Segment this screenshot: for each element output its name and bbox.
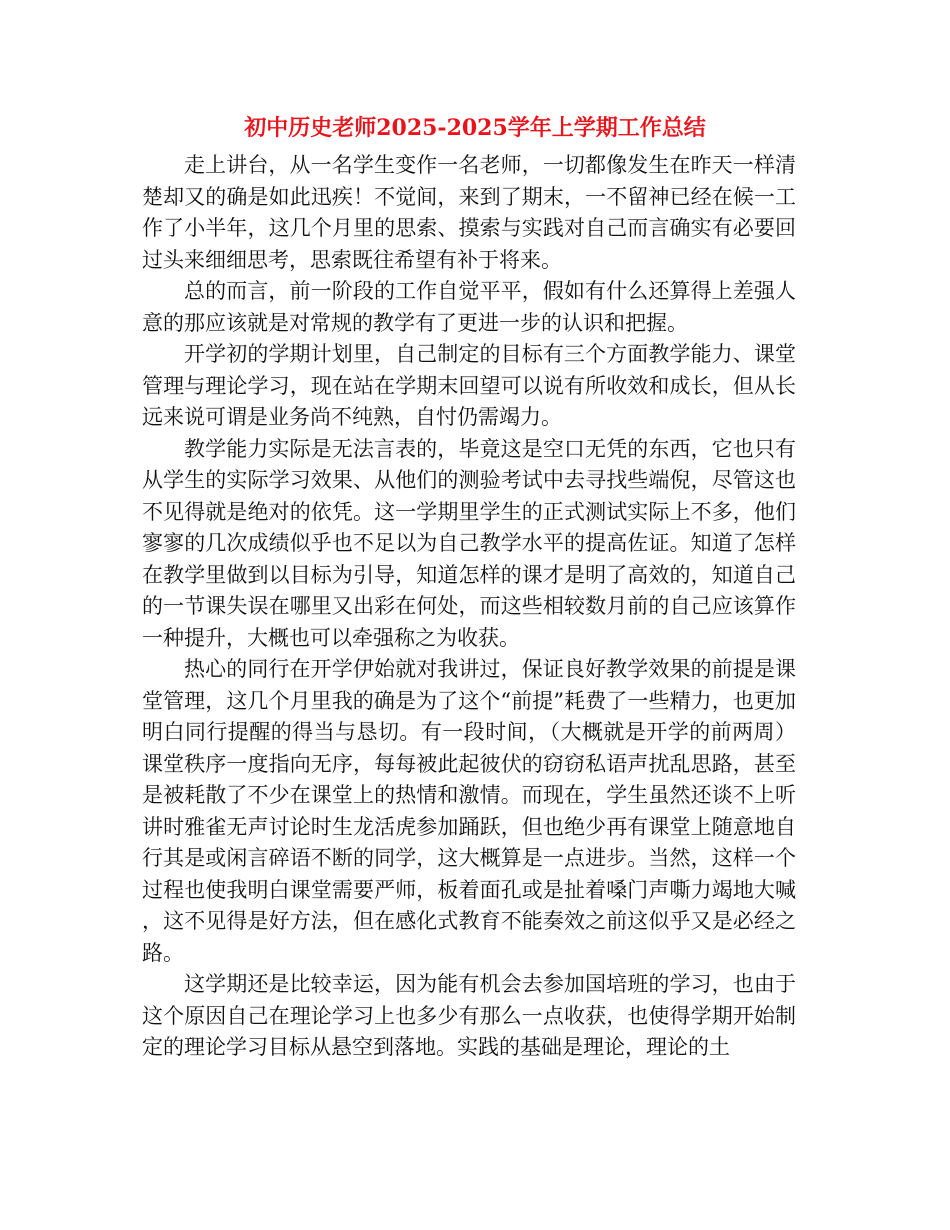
document-title: 初中历史老师2025-2025学年上学期工作总结 — [244, 115, 706, 141]
paragraph-overall: 总的而言，前一阶段的工作自觉平平，假如有什么还算得上差强人意的那应该就是对常规的教学有了更进一步的认识和把握。 — [142, 279, 796, 335]
paragraph-intro: 走上讲台，从一名学生变作一名老师，一切都像发生在昨天一样清楚却又的确是如此迅疾！不觉间，来到了期末，一不留神已经在候一工作了小半年，这几个月里的思索、摸索与实践对自己而言确实有必要回过头来细细思考，思索既往希望有补于将来。 — [142, 153, 796, 272]
paragraph-teaching-ability: 教学能力实际是无法言表的，毕竟这是空口无凭的东西，它也只有从学生的实际学习效果、从他们的测验考试中去寻找些端倪，尽管这也不见得就是绝对的依凭。这一学期里学生的正式测试实际上不多，他们寥寥的几次成绩似乎也不足以为自己教学水平的提高佐证。知道了怎样在教学里做到以目标为引导，知道怎样的课才是明了高效的，知道自己的一节课失误在哪里又出彩在何处，而这些相较数月前的自己应该算作一种提升，大概也可以牵强称之为收获。 — [142, 436, 796, 650]
document-body — [142, 150, 796, 1064]
paragraph-theory-study: 这学期还是比较幸运，因为能有机会去参加国培班的学习，也由于这个原因自己在理论学习上也多少有那么一点收获，也使得学期开始制定的理论学习目标从悬空到落地。实践的基础是理论，理论的土 — [142, 972, 796, 1059]
paragraph-goals: 开学初的学期计划里，自己制定的目标有三个方面教学能力、课堂管理与理论学习，现在站在学期末回望可以说有所收效和成长，但从长远来说可谓是业务尚不纯熟，自忖仍需竭力。 — [142, 342, 796, 429]
paragraph-classroom-management: 热心的同行在开学伊始就对我讲过，保证良好教学效果的前提是课堂管理，这几个月里我的确是为了这个“前提”耗费了一些精力，也更加明白同行提醒的得当与恳切。有一段时间，（大概就是开学的前两周）课堂秩序一度指向无序，每每被此起彼伏的窃窃私语声扰乱思路，甚至是被耗散了不少在课堂上的热情和激情。而现在，学生虽然还谈不上听讲时雅雀无声讨论时生龙活虎参加踊跃，但也绝少再有课堂上随意地自行其是或闲言碎语不断的同学，这大概算是一点进步。当然，这样一个过程也使我明白课堂需要严师，板着面孔或是扯着嗓门声嘶力竭地大喊，这不见得是好方法，但在感化式教育不能奏效之前这似乎又是必经之路。 — [142, 657, 796, 965]
